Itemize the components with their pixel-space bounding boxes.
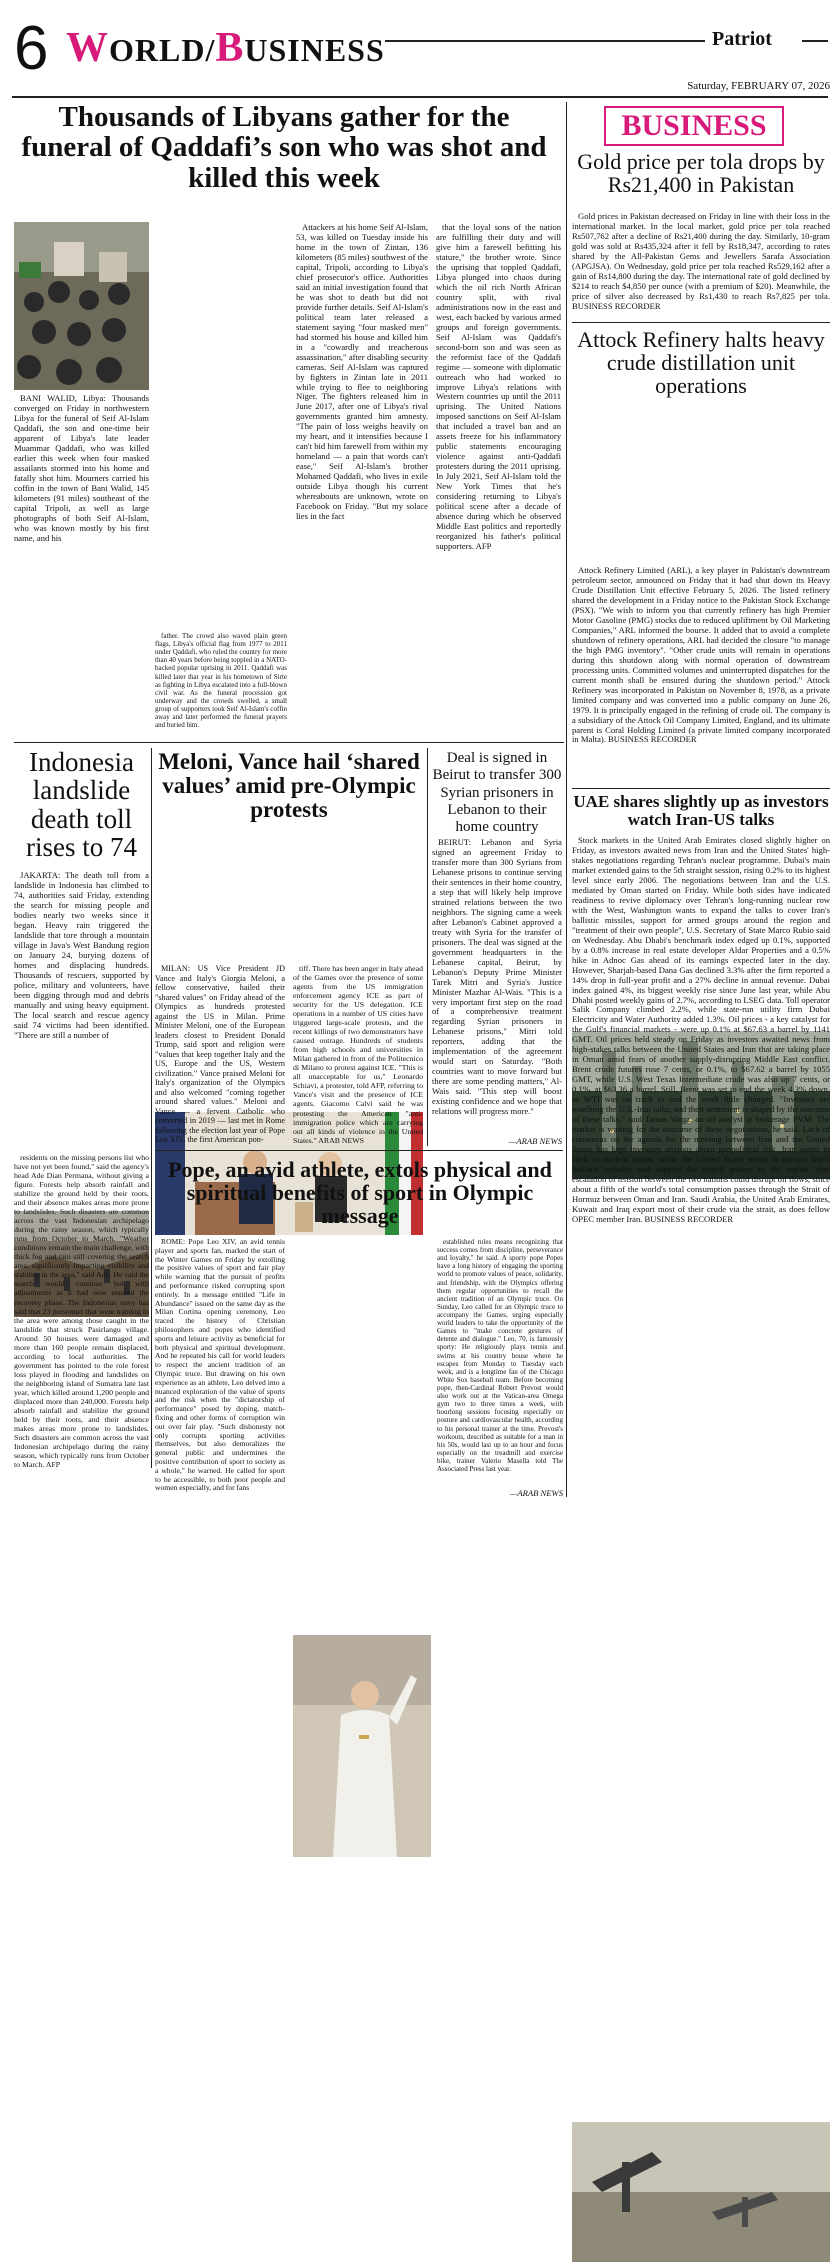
indonesia-divider xyxy=(151,748,152,1468)
attock-rule xyxy=(572,788,830,789)
indonesia-headline: Indonesia landslide death toll rises to 74 xyxy=(26,747,137,863)
paper-name: Patriot xyxy=(712,28,772,50)
meloni-col2: tiff. There has been anger in Italy ahead of the Games over the presence of some agents from the US immigration enforcement agency ICE as part of security for the US delegation. ICE operations in a number of US cities have triggered large-scale protests, and the recent killings of two demonstrators have caused outrage. Hundreds of students from high schools and universities in Milan gathered in front of the Politecnico di Milano to protest against ICE. "This is all unacceptable for us," Leonardo Schiavi, a protester, told AFP, referring to Vance's visit and the presence of ICE agents. Giacomo Calvi said he was protesting the American "anti-immigration police which are carrying out all kinds of violence in the United States." ARAB NEWS xyxy=(293,964,423,1145)
attock-body: Attock Refinery Limited (ARL), a key player in Pakistan's downstream petroleum sector, announced on Friday that it had shut down its Heavy Crude Distillation Unit effective February 5, 2026. The listed refinery shared the development in a Friday notice to the Pakistan Stock Exchange (PSX). "We wish to inform you that currently refinery has high Premier Motor Gasoline (PMG) stocks due to reduced upliftment by Oil Marketing Companies," ARL informed the bourse. It added that to avoid a complete shutdown of refinery operations, ARL had decided the closure "to manage the high PMG inventory". "Other crude units will remain in operations during this shutdown along with normal operation of downstream processing units. Committed volumes and uninterrupted dispatches for the current month shall be ensured during the shutdown period." Attock Refinery was incorporated in Pakistan on November 8, 1978, as a private limited company and was converted into a public company on June 26, 1979. It is principally engaged in the refining of crude oil. The company is a subsidiary of the Attock Oil Company Limited, England, and its ultimate parent is Coral Holding Limited (a private limited company incorporated in Malta). BUSINESS RECORDER xyxy=(572,566,830,745)
meloni-bottom-rule xyxy=(155,1150,563,1151)
indonesia-col1: JAKARTA: The death toll from a landslide in Indonesia has climbed to 74, authorities said Friday, extending the search for missing people and bodies nearly two weeks since it began. Heavy rain triggered the landslide that tore through a mountain village in Java's West Bandung region on January 24, burying dozens of homes and displacing hundreds. Thousands of rescuers, supported by police, military and volunteers, have been digging through mud and debris manually and using heavy equipment. The local search and rescue agency said 74 victims had been identified. "There are still a number of xyxy=(14,871,149,1040)
gold-headline: Gold price per tola drops by Rs21,400 in Pakistan xyxy=(577,149,825,198)
beirut-divider xyxy=(427,748,428,1146)
pope-col3: established rules means recognizing that success comes from discipline, perseverance and loyalty," he said. A sporty pope Popes have a long history of engaging the sporting world to promote values of peace, solidarity, and friendship, with the Olympics offering them regular opportunities to recall the ancient tradition of an Olympic truce. On Sunday, Leo called for an Olympic truce to accompany the Games, urging especially world leaders to take the opportunity of the Games to "make concrete gestures of detente and dialogue." Leo, 70, is famously sporty: He religiously plays tennis and swims at his country house where he escapes from Monday to Tuesday each week, and is a longtime fan of the Chicago White Sox baseball team. Before becoming pope, then-Cardinal Robert Prevost would also work out at the Vatican-area Omega gym two to three times a week, with hourlong sessions focusing especially on posture and cardiovascular health, according to his personal trainer at the time. Prevost's workouts, described as suitable for a man in his 50s, would last up to an hour and focus especially on the treadmill and exercise bike, trainer Valerio Masella told The Associated Press last year. xyxy=(437,1238,563,1474)
oil-pump-photo xyxy=(572,2122,830,2262)
beirut-body: BEIRUT: Lebanon and Syria signed an agreement Friday to transfer more than 300 Syrians from Lebanese prisons to continue serving their sentences in their home country, a step that will likely help improve strained relations between the two neighbors. The signing came a week after Lebanon's Cabinet approved a treaty with Syria for the transfer of prisoners. The deal was signed at the government headquarters in the Lebanese capital, Beirut, by Lebanon's Deputy Prime Minister Tarek Mitri and Syria's Justice Minister Mazhar Al-Wais. "This is a very important first step on the road of a comprehensive treatment regarding Syrian prisoners in Lebanese prisons," Mitri told reporters, adding that the implementation of the agreement would start on Saturday. "Both countries want to move forward but there are some pending matters," Al-Wais said. "This step will boost existing confidence and we hope that relations will progress more." xyxy=(432,838,562,1117)
section-title: WORLD/BUSINESS xyxy=(66,25,385,71)
masthead-underline xyxy=(12,96,828,98)
business-divider xyxy=(566,102,567,1497)
libya-headline: Thousands of Libyans gather for the funeral of Qaddafi’s son who was shot and killed this week xyxy=(21,101,547,194)
attock-headline: Attock Refinery halts heavy crude distillation unit operations xyxy=(577,327,825,399)
meloni-col1: MILAN: US Vice President JD Vance and Italy's Giorgia Meloni, a fellow conservative, hailed their "shared values" on Friday ahead of the Olympics as hundreds protested against the US in Milan. Prime Minister Meloni, one of the European leaders closest to President Donald Trump, said sport and religion were "values that keep together Italy and the US, Europe and the US, Western civilization." Vance praised Meloni for Italy's organization of the Olympics and also welcomed "coming together around shared values." Meloni and Vance — a fervent Catholic who converted in 2019 — last met in Rome following the election last year of Pope Leo XIV, the first American pon- xyxy=(155,964,285,1145)
beirut-byline: —ARAB NEWS xyxy=(508,1136,562,1146)
indonesia-col2: residents on the missing persons list who have not yet been found," said the agency's head Ade Dian Permana, without giving a figure. Forests help absorb rainfall and stabilize the ground held by their roots, and their absence makes areas more prone to landslides. Such disasters are common across the vast Indonesian archipelago during the rainy season, which typically runs from October to March. "Weather conditions remain the main challenge, with thick fog and rain still covering the search area, significantly impacting visibility and stability in the area," said Ade. He said the search would continue but with adjustments as it had now entered the recovery phase. The Indonesian navy has said that 23 personnel that were training in the area were among those caught in the landslide that struck Pasirlangu village. Around 50 houses were damaged and more than 160 people remain displaced, according to local authorities. The government has pointed to the role forest loss played in flooding and landslides on the neighboring island of Sumatra late last year, which killed around 1,200 people and displaced more than 240,000. Forests help absorb rainfall and stabilize the ground held by their roots, and their absence makes areas more prone to landslides. Such disasters are common across the vast Indonesian archipelago during the rainy season, which typically runs from October to March. AFP xyxy=(14,1153,149,1470)
page-number: 6 xyxy=(14,14,49,83)
masthead-rule-top xyxy=(385,40,705,42)
libya-col2: father. The crowd also waved plain green flags, Libya's official flag from 1977 to 2011 under Qaddafi, who ruled the country for more than 40 years before being toppled in a NATO-backed popular uprising in 2011. Qaddafi was killed later that year in his hometown of Sirte as fighting in Libya escalated into a full-blown civil war. As the funeral procession got underway and the crowds swelled, a small group of supporters took Seif Al-Islam's coffin away and later performed the funeral prayers and buried him. xyxy=(155,632,287,730)
libya-funeral-photo xyxy=(14,222,149,390)
pope-byline: —ARAB NEWS xyxy=(509,1488,563,1498)
meloni-headline: Meloni, Vance hail ‘shared values’ amid pre-Olympic protests xyxy=(158,749,420,823)
libya-bottom-rule xyxy=(14,742,564,743)
beirut-headline: Deal is signed in Beirut to transfer 300 Syrian prisoners in Lebanon to their home country xyxy=(432,750,562,835)
libya-col1: BANI WALID, Libya: Thousands converged on Friday in northwestern Libya for the funeral of Seif Al-Islam Qaddafi, the son and one-time heir apparent of Libya's late leader Muammar Qaddafi, who was killed earlier this week when four masked assailants stormed into his home and fatally shot him. Mourners carried his coffin in the town of Bani Walid, 145 kilometers (91 miles) southeast of the capital Tripoli, as well as large photographs of both Seif Al-Islam, who was known mostly by his first name, and his xyxy=(14,394,149,543)
gold-rule xyxy=(572,322,830,323)
pope-col1: ROME: Pope Leo XIV, an avid tennis player and sports fan, marked the start of the Winter Games on Friday by extolling the positive values of sport and fair play while warning that the pursuit of profits and performance risked corrupting sport entirely. In a message entitled "Life in Abundance" issued on the same day as the Milan Cortina opening ceremony, Leo traced the history of Christian philosophers and popes who identified sports and leisure activity as beneficial for both physical and spiritual development. And he repeated his call for world leaders to respect the ancient tradition of an Olympic truce. But drawing on his own experience as an athlete, Leo delved into a nuanced exploration of the value of sports and the risk when the "dictatorship of performance" posed by doping, match-fixing and other forms of corruption win out over fair play. "Such dishonesty not only corrupts sporting activities themselves, but also demoralizes the general public and undermines the positive contribution of sport to society as a whole," he warned. He called for sport to be accessible, to both poor people and women especially, and for fans xyxy=(155,1238,285,1493)
issue-date: Saturday, FEBRUARY 07, 2026 xyxy=(687,80,830,92)
libya-col3: Attackers at his home Seif Al-Islam, 53, was killed on Tuesday inside his home in the town of Zintan, 136 kilometers (85 miles) southwest of the capital, Tripoli, according to Libya's chief prosecutor's office. Authorities said an initial investigation found that he was shot to death but did not provide further details. Seif Al-Islam's political team later released a statement saying "four masked men" had stormed his house and killed him in a "cowardly and treacherous assassination," after disabling security cameras. Seif Al-Islam was captured by fighters in Zintan late in 2011 while trying to flee to neighboring Niger. The fighters released him in June 2017, after one of Libya's rival governments granted him amnesty. "The pain of loss weighs heavily on my heart, and it intensifies because I can't bid him farewell from within my homeland — a pain that words can't ease," Seif Al-Islam's brother Mohamed Qaddafi, who lives in exile outside Libya though his current whereabouts are unknown, wrote on Facebook on Friday. "But my solace lies in the fact xyxy=(296,223,428,522)
libya-col4: that the loyal sons of the nation are fulfilling their duty and will give him a farewell befitting his stature," the brother wrote. Since the uprising that toppled Qaddafi, Libya plunged into chaos during which the oil rich North African country split, with rival administrations now in the east and west, each backed by various armed groups and foreign governments. Seif Al-Islam was Qaddafi's second-born son and was seen as the reformist face of the Qaddafi regime — someone with diplomatic outreach who had worked to improve Libya's relations with Western countries up until the 2011 uprising. The United Nations imposed sanctions on Seif Al-Islam that included a travel ban and an assets freeze for his inflammatory public statements encouraging violence against anti-Qaddafi protesters during the 2011 uprising. In July 2021, Seif Al-Islam told the New York Times that he's considering returning to Libya's political scene after a decade of absence during which he observed Middle East politics and reportedly reorganized his father's political supporters. AFP xyxy=(436,223,561,551)
business-banner: BUSINESS xyxy=(604,106,784,146)
pope-headline: Pope, an avid athlete, extols physical and spiritual benefits of sport in Olympic message xyxy=(168,1157,552,1229)
gold-body: Gold prices in Pakistan decreased on Friday in line with their loss in the international market. In the local market, gold price per tola reached Rs507,762 after a decline of Rs21,400 during the day. Similarly, 10-gram gold was sold at Rs435,324 after it fell by Rs18,347, according to rates shared by the All-Pakistan Gems and Jewellers Sarafa Association (APGJSA). On Wednesday, gold price per tola reached Rs529,162 after a gain of Rs14,800 during the day. The international rate of gold declined by $214 to reach $4,850 per ounce (with a premium of $20). Meanwhile, the price of silver also decreased by Rs1,430 to reach Rs7,825 per tola. BUSINESS RECORDER xyxy=(572,212,830,311)
uae-body: Stock markets in the United Arab Emirates closed slightly higher on Friday, as investors awaited news from Iran and the United States' high-stakes negotiations regarding Tehran's nuclear programme. Dubai's main market extended gains to the 5th straight session, rising 0.2% to its highest level since early 2006. The negotiations between Iran and the U.S. mediated by Oman started on Friday. While both sides have indicated readiness to revive diplomacy over Tehran's long-running nuclear row with the West, Washington wants to expand the talks to cover Iran's ballistic missiles, support for armed groups around the region and "treatment of their own people", U.S. Secretary of State Marco Rubio said on Wednesday. Abu Dhabi's benchmark index edged up 0.1%, supported by a 0.8% increase in real estate developer Aldar Properties and a 0.5% hike in Adnoc Gas ahead of its earnings expected later in the day. However, Sharjah-based Dana Gas declined 3.3% after the firm reported a 14% drop in full-year profit and a 27% decline in annual revenue. Dubai index gained 4%, its biggest weekly rise since June last year, while Abu Dhabi posted weekly gains of 2.7%, according to LSEG data. Toll operator Salik Company climbed 2.2%, while state-run utility firm Dubai Electricity and Water Authority added 1.3%. Oil prices - a key catalyst for the Gulf's financial markets - were up 0.1% at $67.63 a barrel by 1141 GMT. Oil prices held steady on Friday as investors awaited news from high-stakes talks between the United States and Iran that are taking place in Oman amid fears of another supply-disrupting Middle East conflict. Brent crude futures rose 7 cents, or 0.1%, to $67.62 a barrel by 1055 GMT, while U.S. West Texas Intermediate crude was also up 7 cents, or 0.1%, at $63.36 a barrel. Still, Brent was set to end the week 4.3% down, as WTI was on track to end the week little changed. "Investors are watching the U.S.-Iran talks, and their sentiment is shaped by the outcome of these talks," said Tamas Varga, an oil analyst at brokerage PVM. The market is waiting for the outcome of these negotiations, he said. Lack of consensus on the agenda for the meeting between Iran and the United States has kept investors anxious about geopolitical risk. Iran wants to stick to nuclear issues, while the United States wants to discuss Iran's ballistic missiles and support for armed groups in the region. Any escalation of tension between the two nations could disrupt oil flows, since about a fifth of the world's total consumption passes through the Strait of Hormuz between Oman and Iran. Saudi Arabia, the United Arab Emirates, Kuwait and Iraq export most of their crude via the strait, as does fellow OPEC member Iran. BUSINESS RECORDER xyxy=(572,836,830,1224)
uae-headline: UAE shares slightly up as investors watch Iran-US talks xyxy=(573,792,829,829)
masthead-rule-right xyxy=(802,40,828,42)
pope-photo xyxy=(293,1635,431,1857)
